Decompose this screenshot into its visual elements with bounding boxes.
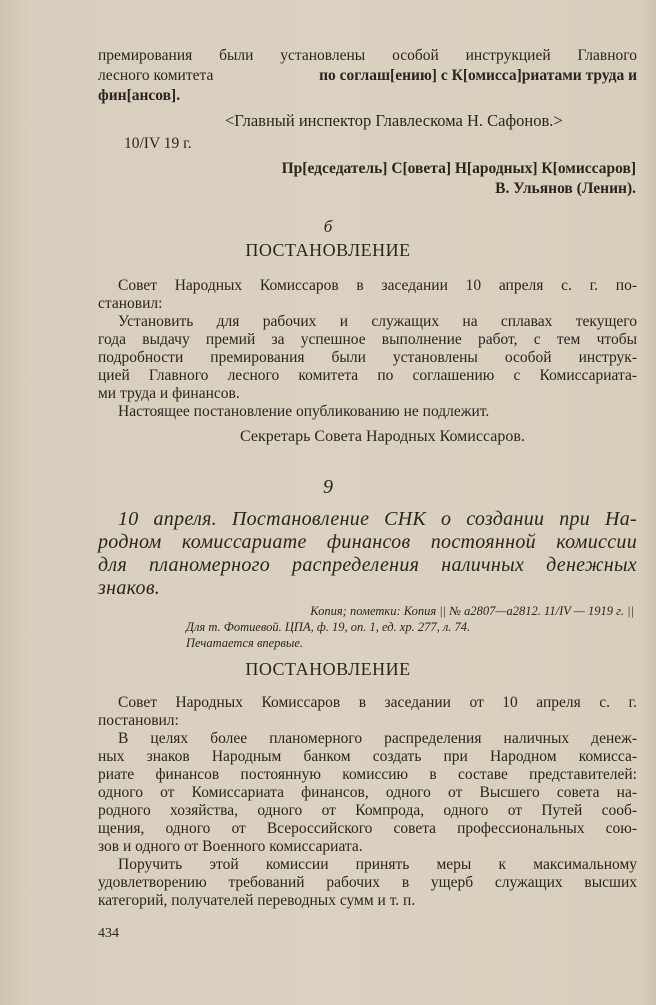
date-line: 10/IV 19 г. bbox=[124, 135, 192, 152]
text-line: одного от Комиссариата финансов, одного от Высшего совета на- bbox=[98, 784, 637, 801]
text-line: родного хозяйства, одного от Компрода, одного от Путей сооб- bbox=[98, 802, 637, 819]
source-note: Копия; пометки: Копия || № а2807—а2812. 11/IV — 1919 г. || bbox=[310, 604, 634, 618]
text-line: Установить для рабочих и служащих на сплавах текущего bbox=[118, 313, 637, 330]
page-number: 434 bbox=[98, 926, 119, 941]
inspector-line: <Главный инспектор Главлескома Н. Сафонов.> bbox=[225, 111, 563, 130]
text-line: цией Главного лесного комитета по соглашению с Комиссариата- bbox=[98, 367, 637, 384]
signature-title: Пр[едседатель] С[овета] Н[ародных] К[омиссаров] bbox=[281, 160, 636, 177]
document-title-line: родном комиссариате финансов постоянной комиссии bbox=[98, 531, 637, 553]
text-line: Поручить этой комиссии принять меры к максимальному bbox=[118, 856, 637, 873]
section-heading: ПОСТАНОВЛЕНИЕ bbox=[245, 240, 411, 260]
text-line: щения, одного от Всероссийского совета профессиональных сою- bbox=[98, 820, 637, 837]
text-line: категорий, получателей переводных сумм и т. п. bbox=[98, 892, 416, 909]
source-note: Для т. Фотиевой. ЦПА, ф. 19, оп. 1, ед. хр. 277, л. 74. bbox=[186, 620, 471, 634]
source-note: Печатается впервые. bbox=[186, 636, 303, 650]
text-line: ных знаков Народным банком создать при Народном комисса- bbox=[98, 748, 637, 765]
text-line: Совет Народных Комиссаров в заседании от 10 апреля с. г. bbox=[118, 694, 637, 711]
text-line: премирования были установлены особой инструкцией Главного bbox=[98, 47, 637, 64]
document-title-line: для планомерного распределения наличных денежных bbox=[98, 554, 637, 576]
document-heading: ПОСТАНОВЛЕНИЕ bbox=[245, 659, 411, 679]
text-line: постановил: bbox=[98, 712, 179, 729]
secretary-line: Секретарь Совета Народных Комиссаров. bbox=[240, 428, 525, 445]
text-line: В целях более планомерного распределения наличных денеж- bbox=[118, 730, 637, 747]
text-line: риате финансов постоянную комиссию в составе представителей: bbox=[98, 766, 637, 783]
text-line: удовлетворению требований рабочих в ущерб служащих высших bbox=[98, 874, 637, 891]
document-title-line: 10 апреля. Постановление СНК о создании при На- bbox=[118, 508, 637, 530]
text-line: зов и одного от Военного комиссариата. bbox=[98, 838, 363, 855]
text-line: года выдачу премий за успешное выполнение работ, с тем чтобы bbox=[98, 331, 637, 348]
text-line: Настоящее постановление опубликованию не подлежит. bbox=[118, 403, 490, 420]
text-fragment-bold: по соглаш[ению] с К[омисса]риатами труда и bbox=[319, 67, 637, 84]
text-line: фин[ансов]. bbox=[98, 87, 181, 104]
text-line: Совет Народных Комиссаров в заседании 10 апреля с. г. по- bbox=[118, 277, 637, 294]
document-title-line: знаков. bbox=[98, 577, 161, 599]
text-line: становил: bbox=[98, 295, 163, 312]
text-line bbox=[98, 67, 637, 85]
text-fragment: лесного комитета bbox=[98, 67, 214, 84]
document-number: 9 bbox=[323, 476, 333, 498]
signature-name: В. Ульянов (Ленин). bbox=[495, 180, 636, 197]
text-line: подробности премирования были установлены особой инструк- bbox=[98, 349, 637, 366]
text-line: ми труда и финансов. bbox=[98, 385, 240, 402]
section-letter: б bbox=[323, 217, 333, 236]
